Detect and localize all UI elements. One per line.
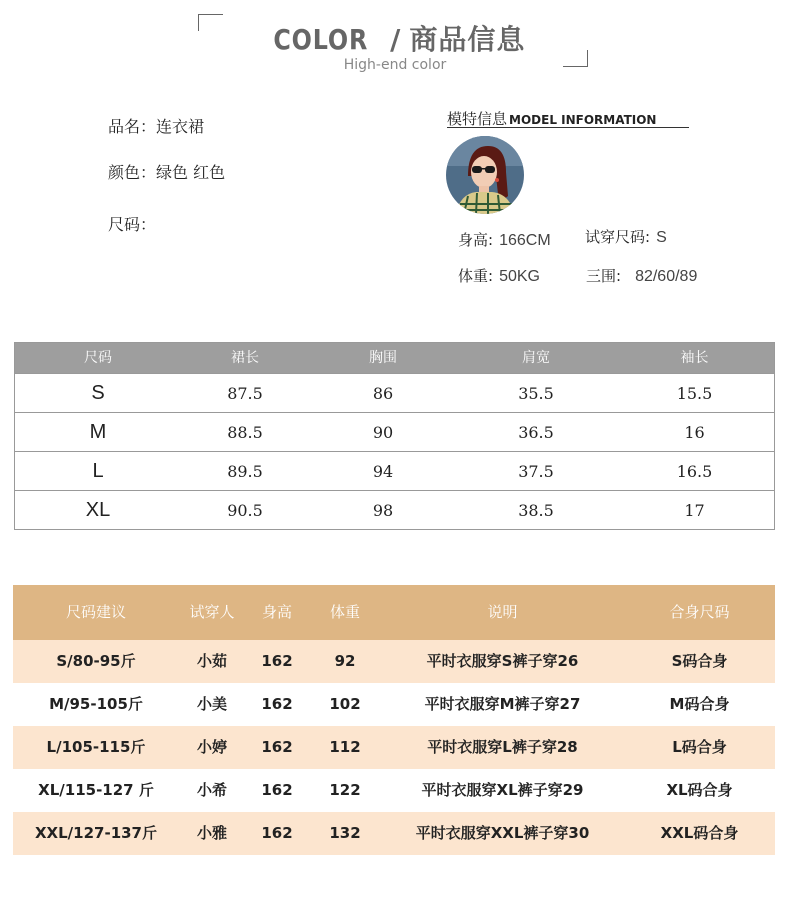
fit-cell: 小美 xyxy=(196,695,227,713)
model-weight xyxy=(458,265,540,286)
fit-cell: XXL/127-137斤 xyxy=(34,824,157,842)
fit-cell: S码合身 xyxy=(671,652,728,670)
model-weight-label: 体重: xyxy=(458,267,494,285)
size-cell: 35.5 xyxy=(518,384,554,403)
size-table-row xyxy=(15,412,774,451)
model-measurements xyxy=(586,265,697,286)
product-size xyxy=(108,212,156,235)
size-cell: M xyxy=(89,421,107,443)
product-color-value: 绿色 红色 xyxy=(156,163,226,182)
product-color xyxy=(108,160,225,183)
model-avatar-image xyxy=(446,136,524,214)
fit-cell: 162 xyxy=(261,738,293,756)
fit-cell: L/105-115斤 xyxy=(46,738,146,756)
size-cell: 94 xyxy=(372,462,394,481)
title-separator: / xyxy=(390,23,402,56)
fit-cell: 162 xyxy=(261,695,293,713)
fit-cell: 平时衣服穿M裤子穿27 xyxy=(424,695,581,713)
fit-col-header: 尺码建议 xyxy=(65,603,126,621)
size-col-header: 尺码 xyxy=(84,350,112,366)
size-cell: 38.5 xyxy=(518,501,554,520)
fit-table-row xyxy=(13,726,775,769)
title-chinese: 商品信息 xyxy=(409,23,526,56)
size-cell: 87.5 xyxy=(227,384,263,403)
product-size-label: 尺码： xyxy=(108,215,157,234)
size-table-row xyxy=(15,490,774,529)
fit-cell: 平时衣服穿L裤子穿28 xyxy=(427,738,578,756)
fit-cell: 162 xyxy=(261,824,293,842)
fit-cell: 122 xyxy=(329,781,361,799)
size-table xyxy=(14,342,775,530)
size-cell: 90.5 xyxy=(227,501,263,520)
fit-cell: 小婷 xyxy=(196,738,227,756)
fit-cell: 102 xyxy=(329,695,361,713)
model-heading-en: MODEL INFORMATION xyxy=(509,113,657,127)
fit-cell: XXL码合身 xyxy=(660,824,739,842)
size-cell: 36.5 xyxy=(518,423,554,442)
size-cell: 15.5 xyxy=(676,384,713,403)
product-name xyxy=(108,114,204,137)
product-color-label: 颜色： xyxy=(108,163,157,182)
fit-col-header: 试穿人 xyxy=(189,603,235,621)
size-col-header: 袖长 xyxy=(680,350,709,366)
fit-table-row xyxy=(13,812,775,855)
size-cell: L xyxy=(92,460,104,482)
fit-table-row xyxy=(13,769,775,812)
size-col-header: 裙长 xyxy=(231,350,259,366)
fit-cell: 小希 xyxy=(196,781,227,799)
size-table-header xyxy=(15,343,774,373)
model-heading-underline xyxy=(447,127,689,128)
size-col-header: 胸围 xyxy=(369,350,397,366)
size-cell: S xyxy=(91,382,105,404)
model-height-label: 身高: xyxy=(458,231,494,249)
fit-cell: L码合身 xyxy=(672,738,727,756)
fit-cell: 平时衣服穿XXL裤子穿30 xyxy=(415,824,590,842)
fit-cell: 92 xyxy=(334,652,356,670)
fit-cell: XL/115-127 斤 xyxy=(38,781,154,799)
title-english: COLOR xyxy=(272,23,368,56)
model-measurements-value: 82/60/89 xyxy=(635,268,698,285)
fit-cell: 162 xyxy=(261,652,293,670)
product-name-value: 连衣裙 xyxy=(156,117,205,136)
size-table-row xyxy=(15,373,774,412)
fit-col-header: 身高 xyxy=(261,603,292,621)
fit-cell: 小雅 xyxy=(196,824,227,842)
size-cell: 37.5 xyxy=(518,462,554,481)
model-measurements-label: 三围: xyxy=(586,267,622,285)
fit-col-header: 体重 xyxy=(329,603,360,621)
size-cell: 90 xyxy=(372,423,394,442)
model-height-value: 166CM xyxy=(499,232,551,249)
size-cell: 88.5 xyxy=(227,423,263,442)
model-try-size-label: 试穿尺码: xyxy=(585,228,651,246)
model-weight-value: 50KG xyxy=(499,268,540,285)
model-try-size xyxy=(585,226,667,247)
fit-table xyxy=(13,585,775,855)
size-cell: 86 xyxy=(372,384,394,403)
fit-cell: 平时衣服穿S裤子穿26 xyxy=(426,652,579,670)
model-height xyxy=(458,229,551,250)
size-cell: 89.5 xyxy=(227,462,263,481)
model-heading-cn: 模特信息 xyxy=(447,110,508,128)
fit-cell: 132 xyxy=(329,824,361,842)
fit-cell: 112 xyxy=(329,738,361,756)
size-table-row xyxy=(15,451,774,490)
product-name-label: 品名： xyxy=(108,117,157,136)
fit-cell: S/80-95斤 xyxy=(56,652,136,670)
size-col-header: 肩宽 xyxy=(522,350,550,366)
size-cell: 98 xyxy=(372,501,394,520)
fit-col-header: 说明 xyxy=(487,603,518,621)
size-cell: 16 xyxy=(684,423,705,442)
fit-cell: 小茹 xyxy=(196,652,227,670)
fit-cell: 平时衣服穿XL裤子穿29 xyxy=(421,781,584,799)
model-try-size-value: S xyxy=(656,229,667,246)
page-subtitle: High-end color xyxy=(343,57,447,73)
size-cell: 17 xyxy=(684,501,705,520)
model-info-heading xyxy=(447,108,656,129)
fit-cell: M/95-105斤 xyxy=(49,695,143,713)
size-cell: 16.5 xyxy=(676,462,713,481)
fit-table-row xyxy=(13,640,775,683)
fit-col-header: 合身尺码 xyxy=(669,603,730,621)
fit-table-row xyxy=(13,683,775,726)
fit-cell: 162 xyxy=(261,781,293,799)
fit-table-header xyxy=(13,585,775,640)
model-avatar xyxy=(446,136,524,214)
size-cell: XL xyxy=(85,499,111,521)
fit-cell: M码合身 xyxy=(669,695,730,713)
page-title xyxy=(0,18,790,58)
fit-cell: XL码合身 xyxy=(666,781,733,799)
